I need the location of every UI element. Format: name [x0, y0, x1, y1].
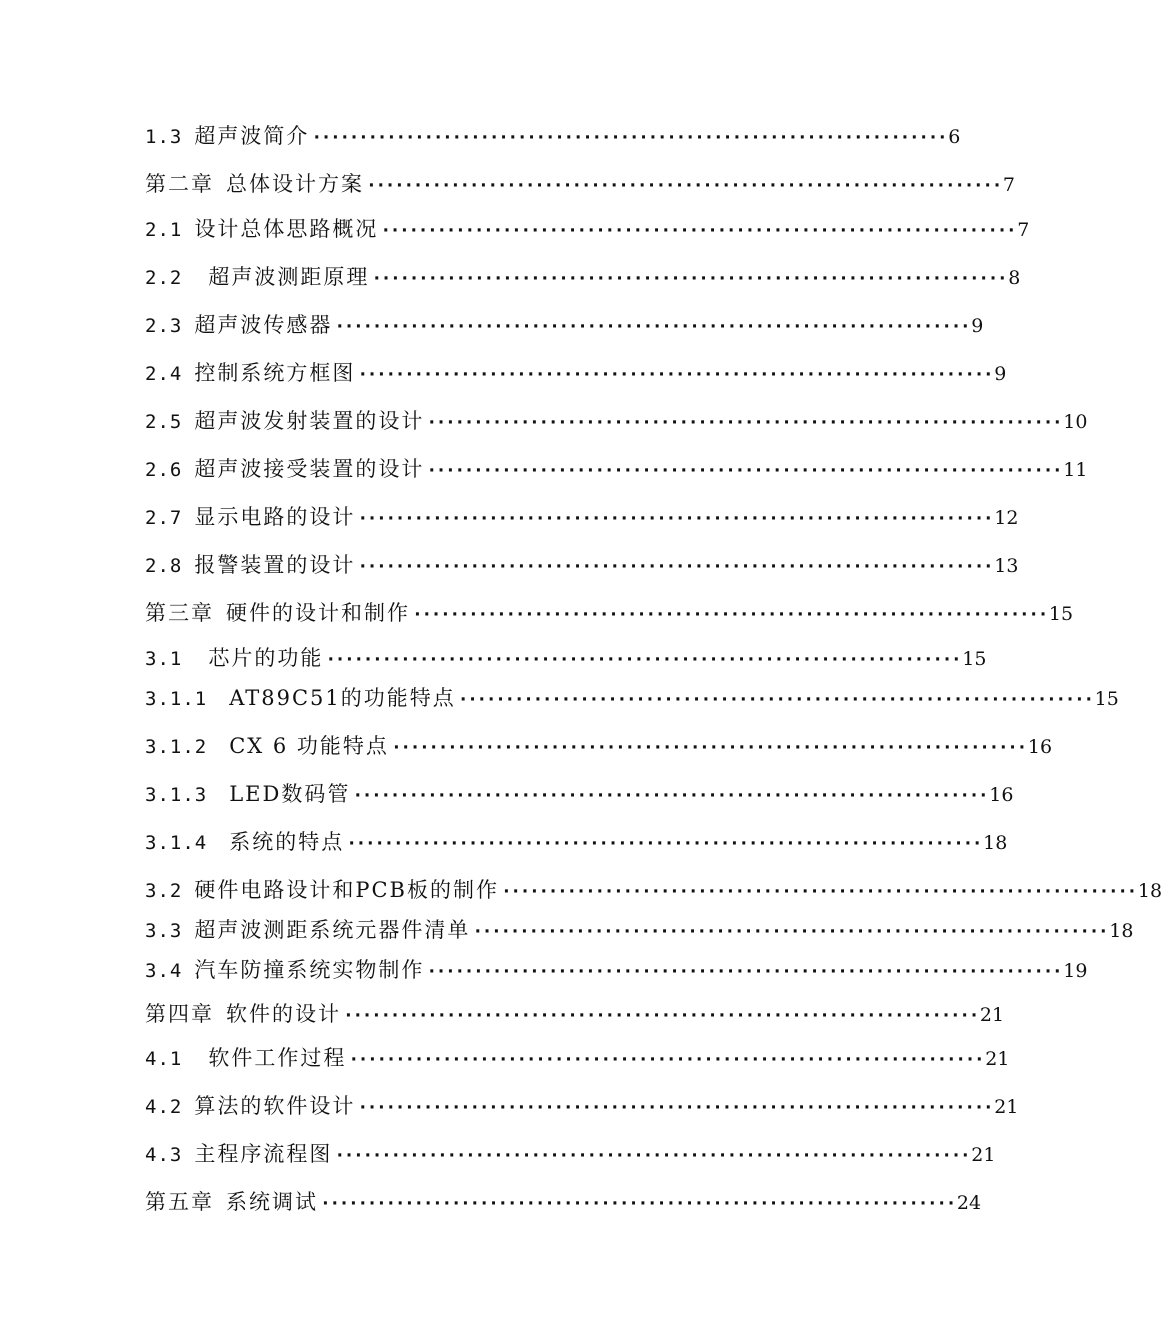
entry-number: 2.4	[145, 363, 183, 385]
toc-entry	[145, 214, 1030, 244]
toc-entry	[145, 999, 1005, 1029]
toc-entry	[145, 358, 1007, 388]
dot-leader: ····································································	[346, 833, 982, 854]
entry-text: 系统调试	[226, 1190, 318, 1214]
toc-entry	[145, 406, 1088, 436]
page-number: 11	[1063, 459, 1088, 481]
entry-number: 3.2	[145, 880, 183, 902]
entry-title	[145, 915, 470, 946]
page-number: 21	[985, 1048, 1010, 1070]
toc-entry	[145, 550, 1019, 580]
page-number: 7	[1017, 219, 1030, 241]
entry-title	[145, 1091, 355, 1122]
dot-leader: ····································································	[348, 1049, 984, 1070]
entry-text: 控制系统方框图	[194, 361, 356, 385]
toc-entry	[145, 1091, 1019, 1121]
dot-leader: ····································································	[343, 1005, 978, 1026]
entry-text: CX 6 功能特点	[229, 734, 389, 758]
entry-title	[145, 875, 499, 906]
entry-text: 超声波发射装置的设计	[194, 409, 425, 433]
entry-title	[145, 598, 410, 628]
toc-entry	[145, 875, 1162, 905]
entry-title	[145, 454, 424, 485]
entry-text: 设计总体思路概况	[194, 217, 379, 241]
dot-leader: ····································································	[334, 316, 970, 337]
entry-title	[145, 731, 389, 762]
dot-leader: ····································································	[366, 175, 1001, 196]
entry-number: 第三章	[145, 601, 214, 625]
dot-leader: ····································································	[412, 604, 1047, 625]
toc-entry	[145, 454, 1088, 484]
page-number: 8	[1008, 267, 1021, 289]
entry-title	[145, 1187, 318, 1217]
entry-title	[145, 406, 424, 437]
dot-leader: ····································································	[311, 127, 947, 148]
entry-text: 超声波传感器	[194, 313, 333, 337]
entry-title	[145, 827, 344, 858]
page-number: 12	[994, 507, 1019, 529]
page-number: 18	[1109, 920, 1134, 942]
entry-number: 3.1.1	[145, 688, 208, 710]
dot-leader: ····································································	[371, 268, 1007, 289]
entry-text: 软件的设计	[226, 1002, 341, 1026]
entry-text: 显示电路的设计	[194, 505, 356, 529]
dot-leader: ····································································	[472, 921, 1108, 942]
entry-number: 3.1.2	[145, 736, 208, 758]
toc-entry	[145, 683, 1119, 713]
entry-number: 第二章	[145, 172, 214, 196]
entry-title	[145, 683, 456, 714]
toc-entry	[145, 1139, 996, 1169]
page-number: 15	[962, 648, 987, 670]
entry-number: 1.3	[145, 126, 183, 148]
page-number: 21	[994, 1096, 1019, 1118]
toc-entry	[145, 169, 1016, 199]
entry-number: 2.5	[145, 411, 183, 433]
dot-leader: ····································································	[325, 649, 961, 670]
dot-leader: ····································································	[357, 508, 993, 529]
entry-text: 总体设计方案	[226, 172, 364, 196]
entry-text: 超声波测距系统元器件清单	[194, 918, 471, 942]
entry-text: 算法的软件设计	[194, 1094, 356, 1118]
entry-text: AT89C51的功能特点	[229, 686, 456, 710]
entry-number: 4.1	[145, 1048, 183, 1070]
entry-title	[145, 358, 355, 389]
dot-leader: ····································································	[426, 961, 1062, 982]
entry-title	[145, 550, 355, 581]
entry-title	[145, 999, 341, 1029]
entry-number: 2.7	[145, 507, 183, 529]
page-number: 16	[1027, 736, 1053, 758]
toc-entry	[145, 598, 1074, 628]
dot-leader: ····································································	[426, 412, 1062, 433]
entry-text: 系统的特点	[229, 830, 345, 854]
entry-number: 4.3	[145, 1144, 183, 1166]
page-number: 15	[1048, 603, 1074, 625]
entry-title	[145, 121, 309, 152]
page-number: 15	[1094, 688, 1119, 710]
entry-title	[145, 310, 332, 341]
entry-text: 硬件电路设计和PCB板的制作	[194, 878, 499, 902]
toc-entry	[145, 915, 1134, 945]
page-number: 9	[994, 363, 1007, 385]
page-number: 13	[994, 555, 1019, 577]
toc-entry	[145, 1043, 1010, 1073]
dot-leader: ····································································	[352, 785, 988, 806]
entry-number: 第四章	[145, 1002, 214, 1026]
toc-entry	[145, 779, 1014, 809]
entry-title	[145, 502, 355, 533]
toc-entry	[145, 121, 961, 151]
toc-entry	[145, 310, 984, 340]
page-number: 18	[1137, 880, 1162, 902]
entry-text: 芯片的功能	[208, 646, 324, 670]
entry-title	[145, 1139, 332, 1170]
page-number: 19	[1063, 960, 1088, 982]
entry-number: 3.3	[145, 920, 183, 942]
entry-number: 2.8	[145, 555, 183, 577]
entry-text: 汽车防撞系统实物制作	[194, 958, 425, 982]
page-number: 6	[948, 126, 961, 148]
entry-text: 超声波接受装置的设计	[194, 457, 425, 481]
dot-leader: ····································································	[457, 689, 1093, 710]
entry-number: 2.2	[145, 267, 183, 289]
dot-leader: ····································································	[390, 737, 1026, 758]
dot-leader: ····································································	[380, 220, 1016, 241]
entry-text: LED数码管	[229, 782, 351, 806]
entry-text: 软件工作过程	[208, 1046, 347, 1070]
entry-number: 3.4	[145, 960, 183, 982]
toc-entry	[145, 262, 1021, 292]
entry-number: 3.1.3	[145, 784, 208, 806]
toc-entry	[145, 1187, 982, 1217]
page-number: 21	[971, 1144, 996, 1166]
entry-number: 2.6	[145, 459, 183, 481]
page-number: 16	[989, 784, 1014, 806]
toc-entry	[145, 731, 1053, 761]
entry-number: 2.3	[145, 315, 183, 337]
entry-title	[145, 779, 350, 810]
entry-title	[145, 214, 378, 245]
toc-entry	[145, 955, 1088, 985]
dot-leader: ····································································	[500, 881, 1136, 902]
dot-leader: ····································································	[357, 1097, 993, 1118]
entry-text: 超声波测距原理	[208, 265, 370, 289]
toc-entry	[145, 643, 987, 673]
page-number: 9	[971, 315, 984, 337]
dot-leader: ····································································	[334, 1145, 970, 1166]
page-number: 18	[983, 832, 1008, 854]
dot-leader: ····································································	[320, 1193, 955, 1214]
toc-entry	[145, 827, 1008, 857]
entry-number: 3.1	[145, 648, 183, 670]
page-number: 7	[1002, 174, 1016, 196]
dot-leader: ····································································	[357, 556, 993, 577]
entry-number: 第五章	[145, 1190, 214, 1214]
entry-title	[145, 169, 364, 199]
entry-title	[145, 643, 323, 674]
entry-text: 报警装置的设计	[194, 553, 356, 577]
entry-text: 硬件的设计和制作	[226, 601, 410, 625]
toc-entry	[145, 502, 1019, 532]
dot-leader: ····································································	[357, 364, 993, 385]
page-number: 24	[956, 1192, 982, 1214]
entry-number: 4.2	[145, 1096, 183, 1118]
entry-title	[145, 262, 369, 293]
entry-number: 3.1.4	[145, 832, 208, 854]
page-number: 10	[1063, 411, 1088, 433]
dot-leader: ····································································	[426, 460, 1062, 481]
entry-title	[145, 1043, 346, 1074]
page-number: 21	[979, 1004, 1005, 1026]
entry-text: 超声波简介	[194, 124, 310, 148]
entry-title	[145, 955, 424, 986]
entry-text: 主程序流程图	[194, 1142, 333, 1166]
entry-number: 2.1	[145, 219, 183, 241]
